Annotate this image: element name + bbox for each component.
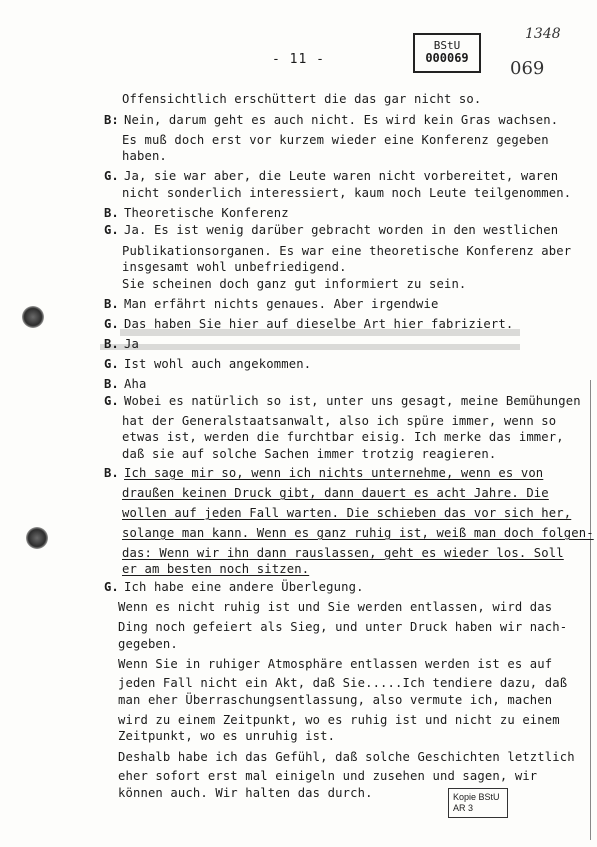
transcript-line: Ja. Es ist wenig darüber gebracht worden in den westlichen [124, 223, 559, 237]
transcript-line: Wobei es natürlich so ist, unter uns gesagt, meine Bemühungen [124, 394, 581, 408]
transcript-line: Sie scheinen doch ganz gut informiert zu sein. [122, 277, 467, 291]
speaker-label: G. [104, 580, 119, 594]
punch-hole-icon [26, 527, 48, 549]
transcript-line: Man erfährt nichts genaues. Aber irgendwie [124, 297, 439, 311]
transcript-line: man eher Überraschungsentlassung, also vermute ich, machen [118, 693, 553, 707]
scan-smudge [100, 344, 520, 350]
transcript-line: Ich habe eine andere Überlegung. [124, 580, 364, 594]
transcript-line: etwas ist, werden die furchtbar eisig. Ich merke das immer, [122, 430, 564, 444]
transcript-line: gegeben. [118, 637, 178, 651]
transcript-line: Wenn es nicht ruhig ist und Sie werden entlassen, wird das [118, 600, 553, 614]
copy-stamp [448, 788, 508, 818]
transcript-line: nicht sonderlich interessiert, kaum noch Leute teilgenommen. [122, 186, 572, 200]
transcript-line: solange man kann. Wenn es ganz ruhig ist, weiß man doch folgen- [122, 526, 594, 540]
copy-stamp-line2: AR 3 [453, 803, 474, 813]
transcript-line: daß sie auf solche Sachen immer trotzig reagieren. [122, 447, 497, 461]
speaker-label: B: [104, 113, 119, 127]
transcript-line: das: Wenn wir ihn dann rauslassen, geht es wieder los. Soll [122, 546, 564, 560]
transcript-line: jeden Fall nicht ein Akt, daß Sie.....Ich tendiere dazu, daß [118, 676, 568, 690]
transcript-line: wollen auf jeden Fall warten. Die schieben das vor sich her, [122, 506, 572, 520]
speaker-label: G. [104, 357, 119, 371]
archive-stamp-number: 000069 [425, 51, 469, 65]
transcript-line: Publikationsorganen. Es war eine theoretische Konferenz aber [122, 244, 572, 258]
transcript-line: Aha [124, 377, 147, 391]
speaker-label: G. [104, 169, 119, 183]
transcript-line: er am besten noch sitzen. [122, 562, 310, 576]
transcript-line: Deshalb habe ich das Gefühl, daß solche Geschichten letztlich [118, 750, 575, 764]
transcript-line: Nein, darum geht es auch nicht. Es wird kein Gras wachsen. [124, 113, 559, 127]
transcript-line: haben. [122, 149, 167, 163]
speaker-label: B. [104, 297, 119, 311]
archive-stamp-title: BStU [433, 39, 461, 52]
scan-edge-line [590, 380, 591, 840]
transcript-line: können auch. Wir halten das durch. [118, 786, 373, 800]
transcript-line: draußen keinen Druck gibt, dann dauert es acht Jahre. Die [122, 486, 549, 500]
handwritten-folio-number: 069 [510, 58, 545, 79]
transcript-line: insgesamt wohl unbefriedigend. [122, 260, 347, 274]
speaker-label: B. [104, 206, 119, 220]
speaker-label: B. [104, 377, 119, 391]
speaker-label: G. [104, 394, 119, 408]
transcript-line: Zeitpunkt, wo es unruhig ist. [118, 729, 336, 743]
transcript-line: Ding noch gefeiert als Sieg, und unter Druck haben wir nach- [118, 620, 568, 634]
punch-hole-icon [22, 306, 44, 328]
transcript-line: eher sofort erst mal einigeln und zusehen und sagen, wir [118, 769, 538, 783]
transcript-line: wird zu einem Zeitpunkt, wo es ruhig ist und nicht zu einem [118, 713, 560, 727]
transcript-line: Ja, sie war aber, die Leute waren nicht vorbereitet, waren [124, 169, 559, 183]
transcript-line: Ist wohl auch angekommen. [124, 357, 312, 371]
transcript-line: Es muß doch erst vor kurzem wieder eine Konferenz gegeben [122, 133, 549, 147]
transcript-line: Das haben Sie hier auf dieselbe Art hier fabriziert. [124, 317, 514, 331]
speaker-label: B. [104, 337, 119, 351]
transcript-line: Ich sage mir so, wenn ich nichts unternehme, wenn es von [124, 466, 544, 480]
transcript-line: hat der Generalstaatsanwalt, also ich spüre immer, wenn so [122, 414, 557, 428]
transcript-line: Wenn Sie in ruhiger Atmosphäre entlassen werden ist es auf [118, 657, 553, 671]
speaker-label: G. [104, 317, 119, 331]
transcript-line: Ja [124, 337, 139, 351]
handwritten-page-count: 1348 [525, 26, 561, 42]
speaker-label: G. [104, 223, 119, 237]
transcript-line: Theoretische Konferenz [124, 206, 289, 220]
copy-stamp-line1: Kopie BStU [453, 792, 500, 802]
transcript-line: Offensichtlich erschüttert die das gar nicht so. [122, 92, 482, 106]
speaker-label: B. [104, 466, 119, 480]
archive-stamp [413, 33, 481, 73]
page-number: - 11 - [272, 52, 325, 67]
